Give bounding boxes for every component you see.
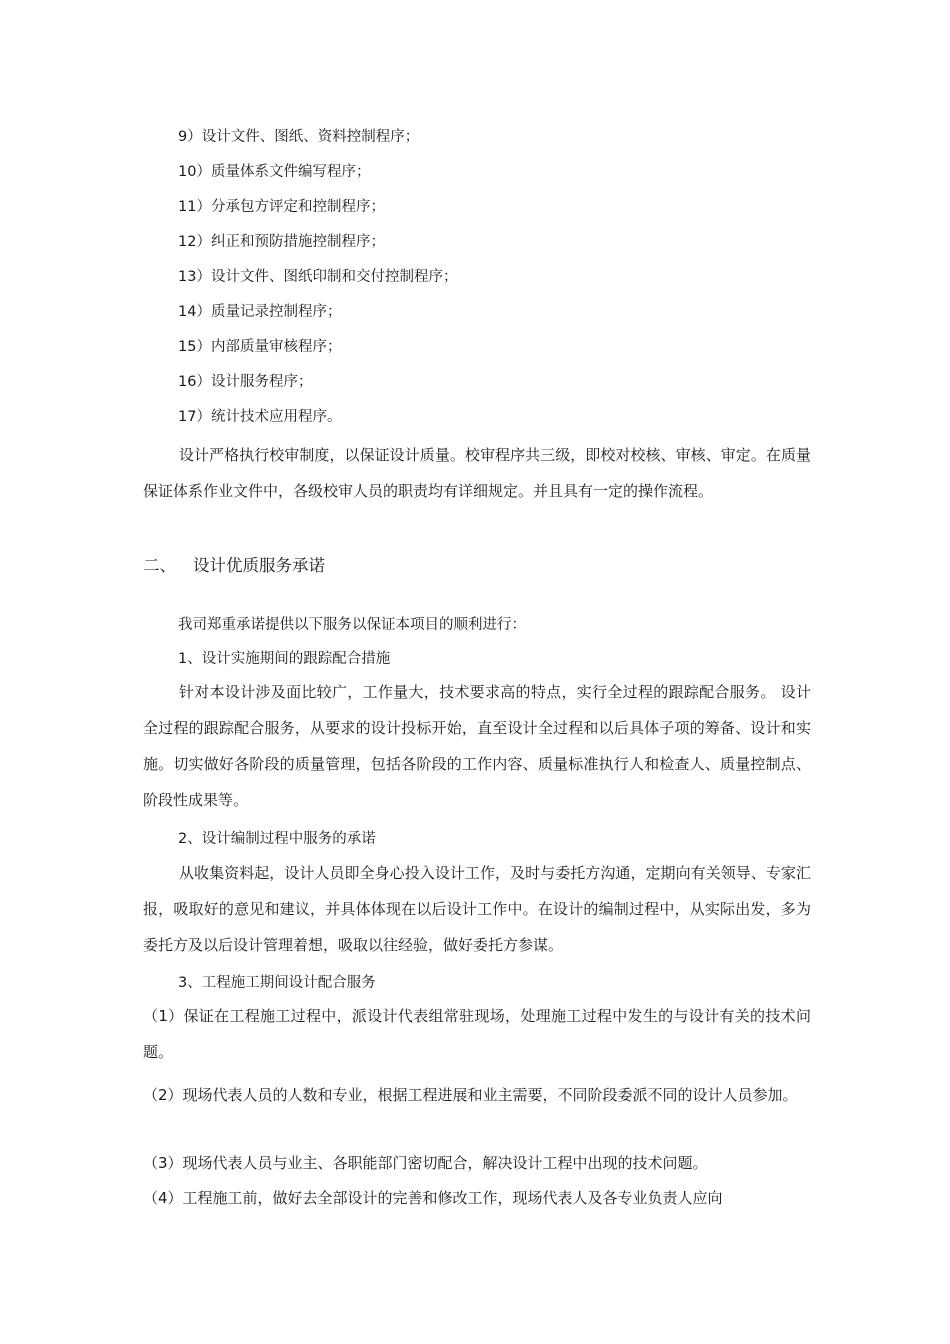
review-paragraph: 设计严格执行校审制度，以保证设计质量。校审程序共三级，即校对校核、审核、审定。在质量保证体系作业文件中，各级校审人员的职责均有详细规定。并且具有一定的操作流程。 [143, 446, 811, 500]
list-item: 10）质量体系文件编写程序； [178, 164, 371, 180]
sub2-body: 从收集资料起，设计人员即全身心投入设计工作，及时与委托方沟通，定期向有关领导、专家汇报，吸取好的意见和建议，并具体体现在以后设计工作中。在设计的编制过程中，从实际出发，多为委托方及以后设计管理着想，吸取以往经验，做好委托方参谋。 [143, 864, 811, 954]
list-item: （1）保证在工程施工过程中，派设计代表组常驻现场，处理施工过程中发生的与设计有关的技术问题。 [143, 1007, 811, 1061]
list-item: 13）设计文件、图纸印制和交付控制程序； [178, 269, 458, 285]
list-item: （3）现场代表人员与业主、各职能部门密切配合，解决设计工程中出现的技术问题。 [143, 1154, 708, 1172]
list-item: 9）设计文件、图纸、资料控制程序； [178, 129, 420, 145]
list-item: 15）内部质量审核程序； [178, 339, 342, 355]
sub1-body: 针对本设计涉及面比较广，工作量大，技术要求高的特点，实行全过程的跟踪配合服务。 设计全过程的跟踪配合服务，从要求的设计投标开始，直至设计全过程和以后具体子项的筹备、设计和实施。切实做好各阶段的质量管理，包括各阶段的工作内容、质量标准执行人和检查人、质量控制点、阶段性成果等。 [143, 683, 811, 809]
list-item: 12）纠正和预防措施控制程序； [178, 234, 385, 250]
list-item: 14）质量记录控制程序； [178, 304, 342, 320]
subheading-3: 3、工程施工期间设计配合服务 [178, 975, 376, 991]
section-heading [143, 552, 325, 580]
section-number: 二、 [143, 556, 176, 575]
list-item: （2）现场代表人员的人数和专业，根据工程进展和业主需要，不同阶段委派不同的设计人员参加。 [143, 1086, 798, 1104]
section-title: 设计优质服务承诺 [193, 556, 325, 575]
subheading-2: 2、设计编制过程中服务的承诺 [178, 831, 376, 847]
intro-text: 我司郑重承诺提供以下服务以保证本项目的顺利进行： [178, 617, 526, 633]
list-item: （4）工程施工前，做好去全部设计的完善和修改工作，现场代表人及各专业负责人应向 [143, 1189, 723, 1207]
procedure-list [178, 124, 818, 439]
list-item: 16）设计服务程序； [178, 374, 313, 390]
subheading-1: 1、设计实施期间的跟踪配合措施 [178, 651, 391, 667]
list-item: 17）统计技术应用程序。 [178, 409, 342, 425]
list-item: 11）分承包方评定和控制程序； [178, 199, 385, 215]
